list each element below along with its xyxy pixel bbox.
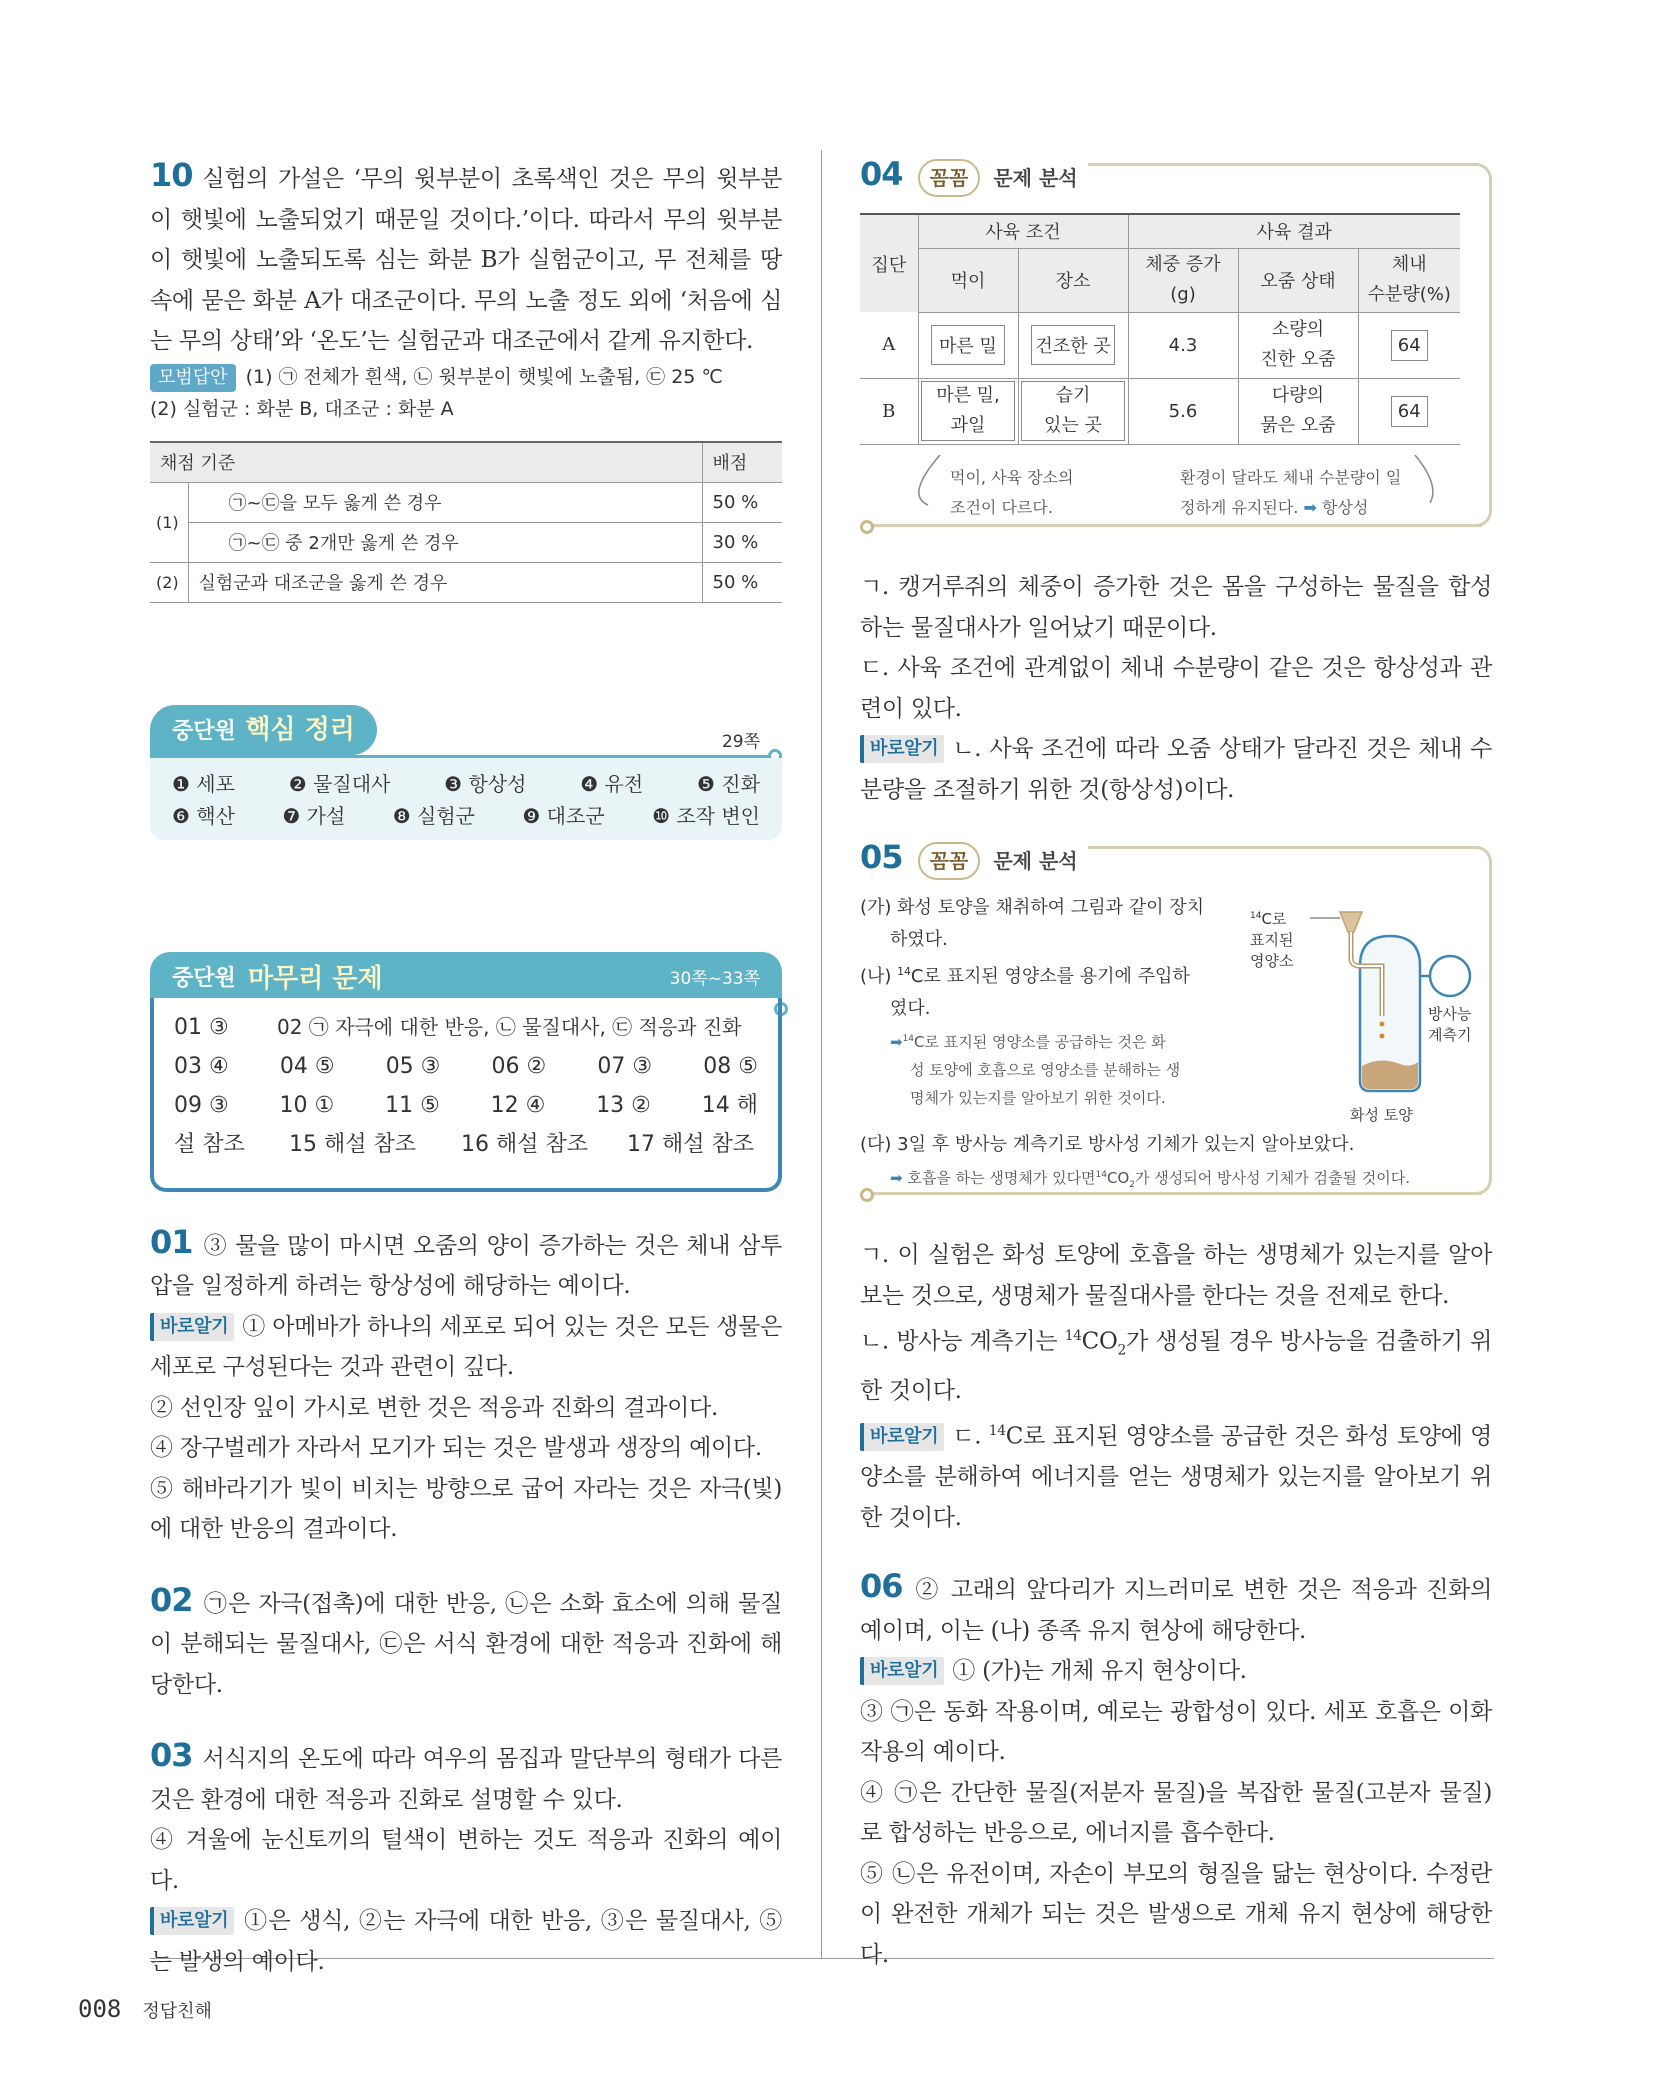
footer-label: 정답친해 — [142, 2001, 212, 2022]
final-answer: 05 ③ — [385, 1053, 441, 1079]
q04-water-b-val: 64 — [1391, 396, 1428, 427]
q04-water-a — [1358, 312, 1460, 378]
q04-note-1b: 조건이 다르다. — [950, 498, 1053, 517]
q05-c2-sub: 2 — [1129, 1180, 1136, 1190]
final-answer: 07 ③ — [597, 1053, 653, 1079]
q04-th-food: 먹이 — [918, 248, 1018, 312]
q06-correction-tag: 바로알기 — [860, 1657, 944, 1685]
scoring-score: 50 % — [702, 482, 782, 522]
scoring-group: (1) — [150, 482, 188, 562]
q05-gg-badge: 꼼꼼 — [918, 842, 981, 880]
summary-item: ❹ 유전 — [580, 771, 644, 796]
q05-p3b: C로 표지된 영양소를 공급한 것은 화성 토양에 영양소를 분해하여 에너지를 얻는 생명체가 있는지를 알아보기 위한 것이다. — [860, 1423, 1492, 1531]
q01-block — [150, 1222, 782, 1550]
q04-th-group: 집단 — [860, 214, 918, 312]
q04-note-2b: 정하게 유지된다. — [1180, 498, 1299, 517]
q10-text: 실험의 가설은 ‘무의 윗부분이 초록색인 것은 무의 윗부분이 햇빛에 노출되었기 때문일 것이다.’이다. 따라서 무의 윗부분이 햇빛에 노출되도록 심는 화분 B가 실험군이고, 무 전체를 땅속에 묻은 화분 A가 대조군이다. 무의 노출 정도 외에 ‘처음에 심는 무의 상태’와 ‘온도’는 실험군과 대조군에서 같게 유지한다. — [150, 166, 782, 354]
final-title-bar — [150, 952, 782, 998]
summary-item: ❷ 물질대사 — [288, 771, 391, 796]
q04-th-weight-a: 체중 증가 — [1145, 254, 1221, 275]
q04-note-1a: 먹이, 사육 장소의 — [950, 468, 1074, 487]
q01-text: ③ 물을 많이 마시면 오줌의 양이 증가하는 것은 체내 삼투압을 일정하게 하려는 항상성에 해당하는 예이다. — [150, 1232, 782, 1299]
final-answer: 08 ⑤ — [703, 1053, 758, 1079]
model-answer-tag: 모범답안 — [150, 364, 236, 392]
q01-number: 01 — [150, 1222, 193, 1261]
q05-p2-sup: 14 — [1064, 1328, 1082, 1344]
summary-item: ❽ 실험군 — [392, 803, 475, 828]
final-answer: 11 ⑤ — [385, 1092, 440, 1118]
summary-item: ❺ 진화 — [697, 771, 760, 796]
q05-b1-sup: 14 — [897, 965, 911, 978]
model-answer-2: (2) 실험군 : 화분 B, 대조군 : 화분 A — [150, 398, 454, 420]
q04-th-water — [1358, 248, 1460, 312]
q02-text: ㉠은 자극(접촉)에 대한 반응, ㉡은 소화 효소에 의해 물질이 분해되는 물질대사, ㉢은 서식 환경에 대한 적응과 진화에 해당한다. — [150, 1590, 782, 1698]
q04-th-weight — [1128, 248, 1238, 312]
q05-fig-label-nutrient — [1250, 906, 1293, 972]
scoring-score: 50 % — [702, 562, 782, 602]
q03-correction-tag: 바로알기 — [150, 1907, 234, 1935]
q04-p2: ㄷ. 사육 조건에 관계없이 체내 수분량이 같은 것은 항상성과 관련이 있다. — [860, 655, 1492, 722]
q05-p2-sub: 2 — [1117, 1342, 1127, 1359]
q02-number: 02 — [150, 1580, 193, 1619]
q04-correction-tag: 바로알기 — [860, 735, 944, 763]
q05-n3: 명체가 있는지를 알아보기 위한 것이다. — [910, 1089, 1166, 1107]
page-number: 008 — [78, 1995, 122, 2023]
final-title-a: 중단원 — [172, 965, 236, 991]
q05-explanation — [860, 1235, 1492, 1538]
q05-step-c — [860, 1130, 1480, 1200]
q04-th-cond: 사육 조건 — [918, 214, 1128, 248]
table-row — [150, 482, 782, 522]
q05-step-a — [860, 892, 1240, 924]
final-answer: 12 ④ — [490, 1092, 546, 1118]
scoring-header-score: 배점 — [702, 442, 782, 482]
q04-place-b — [1018, 378, 1128, 444]
final-page: 30쪽~33쪽 — [669, 968, 760, 989]
q04-weight-a: 4.3 — [1128, 312, 1238, 378]
q06-line: ④ ㉠은 간단한 물질(저분자 물질)을 복잡한 물질(고분자 물질)로 합성하는 반응으로, 에너지를 흡수한다. — [860, 1779, 1492, 1847]
q05-fig-lbl5: 계측기 — [1428, 1026, 1472, 1044]
q04-food-b2: 과일 — [950, 415, 986, 436]
q02-block — [150, 1580, 782, 1706]
table-row — [150, 562, 782, 602]
scoring-table — [150, 441, 782, 603]
q04-p3: ㄴ. 사육 조건에 따라 오줌 상태가 달라진 것은 체내 수분량을 조절하기 위한 것(항상성)이다. — [860, 736, 1492, 803]
q04-place-b2: 있는 곳 — [1044, 415, 1102, 436]
final-answer: 01 ③ — [174, 1014, 229, 1040]
q04-urine-a1: 소량의 — [1271, 319, 1325, 340]
q03-line: ①은 생식, ②는 자극에 대한 반응, ③은 물질대사, ⑤는 발생의 예이다. — [150, 1908, 782, 1975]
q04-note-2a: 환경이 달라도 체내 수분량이 일 — [1180, 468, 1402, 487]
summary-item: ❸ 항상성 — [444, 771, 527, 796]
final-answer: 06 ② — [491, 1053, 547, 1079]
q05-c2c: 가 생성되어 방사성 기체가 검출될 것이다. — [1135, 1169, 1410, 1187]
q04-explanation — [860, 567, 1492, 810]
q05-p2a: ㄴ. 방사능 계측기는 — [860, 1328, 1058, 1355]
q05-c2a: 호흡을 하는 생명체가 있다면 — [907, 1169, 1096, 1187]
q04-th-place: 장소 — [1018, 248, 1128, 312]
arrow-right-icon: ➡ — [890, 1169, 903, 1187]
summary-item: ❶ 세포 — [172, 771, 235, 796]
final-answer: 15 해설 참조 — [289, 1131, 416, 1157]
q04-th-water-a: 체내 — [1391, 254, 1427, 275]
q05-fig-label-counter — [1428, 1004, 1471, 1046]
q05-correction-tag: 바로알기 — [860, 1423, 944, 1451]
final-answer: 02 ㉠ 자극에 대한 반응, ㉡ 물질대사, ㉢ 적응과 진화 — [277, 1014, 742, 1039]
arrow-right-icon: ➡ — [890, 1033, 903, 1051]
q04-place-a: 건조한 곳 — [1018, 312, 1128, 378]
q04-gg-badge: 꼼꼼 — [918, 159, 981, 197]
q04-urine-b — [1238, 378, 1358, 444]
summary-title — [150, 705, 377, 755]
q04-th-urine: 오줌 상태 — [1238, 248, 1358, 312]
q05-analysis-box — [860, 838, 1492, 1213]
q05-c1: (다) 3일 후 방사능 계측기로 방사성 기체가 있는지 알아보았다. — [860, 1134, 1355, 1155]
summary-item: ❻ 핵산 — [172, 803, 235, 828]
q01-correction-tag: 바로알기 — [150, 1313, 234, 1341]
final-body — [150, 998, 782, 1192]
q04-group-b: B — [860, 378, 918, 444]
final-panel — [150, 952, 782, 1192]
scoring-header-criteria: 채점 기준 — [150, 442, 702, 482]
table-row — [150, 522, 782, 562]
q04-th-weight-b: (g) — [1170, 284, 1196, 305]
q05-p2c: 가 생성될 경우 방사능을 검출하기 위한 것이다. — [860, 1328, 1492, 1404]
q05-fig-lbl3: 영양소 — [1250, 952, 1294, 970]
q04-title: 문제 분석 — [993, 166, 1078, 190]
q05-p2b: CO — [1081, 1328, 1118, 1355]
final-title-b: 마무리 문제 — [248, 963, 383, 994]
scoring-criteria: ㉠~㉢ 중 2개만 옳게 쓴 경우 — [188, 522, 702, 562]
table-row — [860, 312, 1460, 378]
q04-food-b — [918, 378, 1018, 444]
q05-step-b — [860, 956, 1240, 993]
q05-fig-lbl1: C로 — [1261, 910, 1287, 928]
summary-panel — [150, 705, 782, 860]
q04-water-b — [1358, 378, 1460, 444]
q05-n1-sup: 14 — [902, 1034, 915, 1044]
q10-block — [150, 155, 782, 355]
summary-item: ❾ 대조군 — [522, 803, 605, 828]
q06-line: ⑤ ㉡은 유전이며, 자손이 부모의 형질을 닮는 현상이다. 수정란이 완전한 개체가 되는 것은 발생으로 개체 유지 현상에 해당한다. — [860, 1860, 1492, 1968]
q04-note-1 — [950, 463, 1073, 523]
q04-th-result: 사육 결과 — [1128, 214, 1460, 248]
q06-line: ① (가)는 개체 유지 현상이다. — [952, 1658, 1247, 1685]
q05-p1: ㄱ. 이 실험은 화성 토양에 호흡을 하는 생명체가 있는지를 알아보는 것으로, 생명체가 물질대사를 한다는 것을 전제로 한다. — [860, 1242, 1492, 1309]
final-answer: 13 ② — [596, 1092, 651, 1118]
q04-weight-b: 5.6 — [1128, 378, 1238, 444]
q01-line: ⑤ 해바라기가 빛이 비치는 방향으로 굽어 자라는 것은 자극(빛)에 대한 반응의 결과이다. — [150, 1475, 782, 1542]
summary-item: ❼ 가설 — [282, 803, 346, 828]
q04-urine-b1: 다량의 — [1271, 385, 1325, 406]
footer — [78, 1995, 212, 2023]
q05-b2: 였다. — [890, 998, 931, 1019]
q05-steps — [860, 892, 1240, 1112]
final-answer: 09 ③ — [174, 1092, 229, 1118]
q01-line: ① 아메바가 하나의 세포로 되어 있는 것은 모든 생물은 세포로 구성된다는 것과 관련이 깊다. — [150, 1313, 782, 1380]
column-divider — [821, 150, 822, 1958]
summary-body — [150, 758, 782, 840]
q04-note-2 — [1180, 463, 1401, 523]
q04-table — [860, 213, 1460, 445]
table-row — [860, 378, 1460, 444]
q01-line: ② 선인장 잎이 가시로 변한 것은 적응과 진화의 결과이다. — [150, 1394, 718, 1421]
q04-water-a-val: 64 — [1391, 330, 1428, 361]
final-answer: 10 ① — [279, 1092, 335, 1118]
q05-a2: 하였다. — [890, 929, 948, 950]
q03-block — [150, 1735, 782, 1982]
q03-text: 서식지의 온도에 따라 여우의 몸집과 말단부의 형태가 다른 것은 환경에 대한 적응과 진화로 설명할 수 있다. — [150, 1746, 782, 1813]
arrow-right-icon: ➡ — [1303, 498, 1317, 517]
q06-block — [860, 1566, 1492, 1975]
q04-urine-b2: 묽은 오줌 — [1260, 415, 1336, 436]
q05-fig-label-soil: 화성 토양 — [1350, 1106, 1413, 1124]
q05-fig-lbl4: 방사능 — [1428, 1005, 1472, 1023]
right-column — [860, 155, 1492, 1975]
q03-line: ④ 겨울에 눈신토끼의 털색이 변하는 것도 적응과 진화의 예이다. — [150, 1827, 782, 1894]
final-answer: 16 해설 참조 — [461, 1131, 588, 1157]
scoring-group: (2) — [150, 562, 188, 602]
q04-analysis-box — [860, 155, 1492, 545]
q04-urine-a — [1238, 312, 1358, 378]
q04-box-dot — [860, 520, 874, 534]
q04-food-b1: 마른 밀, — [936, 385, 1000, 406]
final-answer: 17 해설 참조 — [627, 1131, 754, 1157]
q04-th-water-b: 수분량(%) — [1367, 284, 1451, 305]
q05-p3a: ㄷ. — [952, 1423, 982, 1450]
model-answer-1: (1) ㉠ 전체가 흰색, ㉡ 윗부분이 햇빛에 노출됨, ㉢ 25 ℃ — [245, 366, 723, 388]
scoring-score: 30 % — [702, 522, 782, 562]
q04-place-b1: 습기 — [1055, 385, 1091, 406]
q05-fig-sup: 14 — [1250, 911, 1262, 921]
q10-model-answer — [150, 361, 782, 425]
q05-a1: (가) 화성 토양을 채취하여 그림과 같이 장치 — [860, 897, 1204, 918]
q05-n2: 성 토양에 호흡으로 영양소를 분해하는 생 — [910, 1061, 1181, 1079]
q04-box-bottom — [868, 524, 1482, 527]
q04-food-a: 마른 밀 — [918, 312, 1018, 378]
q05-fig-lbl2: 표지된 — [1250, 931, 1294, 949]
final-answer: 04 ⑤ — [279, 1053, 335, 1079]
q04-note-2c: 항상성 — [1321, 498, 1369, 517]
q01-line: ④ 장구벌레가 자라서 모기가 되는 것은 발생과 생장의 예이다. — [150, 1435, 762, 1461]
q06-line: ③ ㉠은 동화 작용이며, 예로는 광합성이 있다. 세포 호흡은 이화 작용의 예이다. — [860, 1698, 1492, 1766]
scoring-criteria: 실험군과 대조군을 옳게 쓴 경우 — [188, 562, 702, 602]
summary-page: 29쪽 — [721, 731, 760, 752]
q04-group-a: A — [860, 312, 918, 378]
q05-title: 문제 분석 — [993, 849, 1078, 873]
final-answer: 설 참조 — [174, 1131, 245, 1157]
q05-figure — [1250, 896, 1480, 1124]
scoring-criteria: ㉠~㉢을 모두 옳게 쓴 경우 — [188, 482, 702, 522]
q05-number: 05 — [860, 838, 903, 876]
q06-text: ② 고래의 앞다리가 지느러미로 변한 것은 적응과 진화의 예이며, 이는 (나) 종족 유지 현상에 해당한다. — [860, 1577, 1492, 1644]
q04-urine-a2: 진한 오줌 — [1260, 349, 1336, 370]
q05-p3-sup: 14 — [988, 1423, 1006, 1440]
left-column — [150, 155, 782, 1982]
summary-title-a: 중단원 — [172, 718, 236, 744]
final-answer: 14 해 — [701, 1092, 758, 1118]
q05-n1: C로 표지된 영양소를 공급하는 것은 화 — [914, 1033, 1166, 1051]
summary-item: ❿ 조작 변인 — [652, 803, 760, 828]
q10-number: 10 — [150, 156, 193, 194]
q05-c2b: CO — [1107, 1169, 1130, 1187]
q05-b1-text: C로 표지된 영양소를 용기에 주입하 — [910, 966, 1190, 987]
q04-number: 04 — [860, 155, 903, 193]
q03-number: 03 — [150, 1736, 193, 1774]
q05-b1: (나) — [860, 966, 892, 987]
q05-c2-sup: 14 — [1095, 1170, 1107, 1180]
q06-number: 06 — [860, 1567, 903, 1606]
summary-title-b: 핵심 정리 — [245, 714, 355, 745]
final-answer: 03 ④ — [174, 1053, 229, 1079]
q04-p1: ㄱ. 캥거루쥐의 체중이 증가한 것은 몸을 구성하는 물질을 합성하는 물질대사가 일어났기 때문이다. — [860, 574, 1492, 641]
